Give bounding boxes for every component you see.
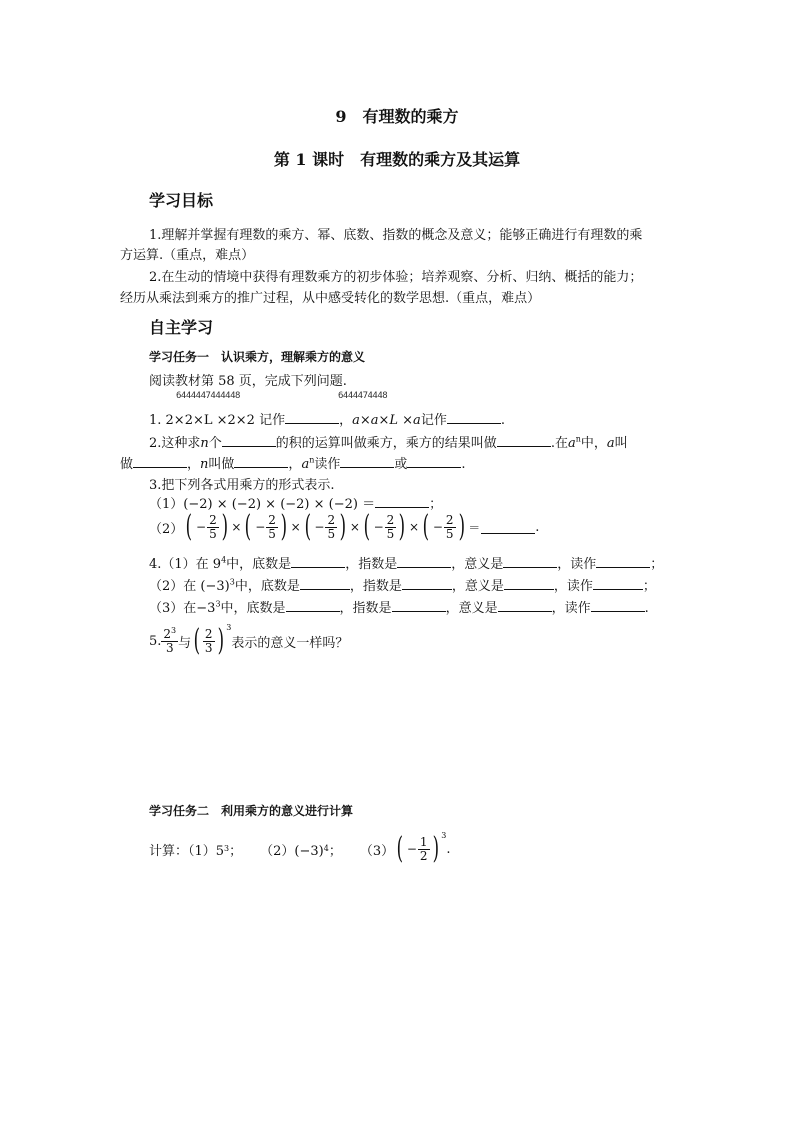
underbrace-1: 6444447444448 bbox=[176, 391, 240, 401]
answer-blank[interactable] bbox=[222, 434, 276, 447]
answer-blank[interactable] bbox=[402, 577, 452, 590]
page-subtitle: 第 1 课时 有理数的乘方及其运算 bbox=[273, 150, 521, 169]
answer-blank[interactable] bbox=[503, 555, 557, 568]
answer-blank[interactable] bbox=[397, 555, 451, 568]
question-4-3: （3）在$-3^3$中，底数是 ，指数是 ，意义是 ，读作 . bbox=[149, 599, 649, 616]
answer-blank[interactable] bbox=[300, 577, 350, 590]
answer-blank[interactable] bbox=[407, 455, 461, 468]
fraction-group: ( − $\frac{2}{5}$ ) bbox=[363, 509, 406, 544]
answer-blank[interactable] bbox=[504, 577, 554, 590]
fraction-2cubed-over-3: $\frac{2^3}{3}$ bbox=[163, 625, 177, 655]
question-1: 1. 2×2×L ×2×2 记作 ，a×a×L ×a记作 . bbox=[149, 413, 505, 428]
section-heading-self-study: 自主学习 bbox=[149, 318, 214, 337]
fraction-group: ( − $\frac{2}{5}$ ) bbox=[304, 509, 347, 544]
answer-blank[interactable] bbox=[285, 411, 339, 424]
fraction-group: ( − $\frac{2}{5}$ ) bbox=[422, 509, 465, 544]
question-2-line1: 2.这种求n个 的积的运算叫做乘方，乘方的结果叫做 .在$a^n$中，a叫 bbox=[149, 434, 628, 451]
objective-2-line2: 经历从乘法到乘方的推广过程，从中感受转化的数学思想.（重点，难点） bbox=[120, 291, 541, 306]
question-3-title: 3.把下列各式用乘方的形式表示. bbox=[149, 478, 335, 493]
question-5: 5. $\frac{2^3}{3}$ 与 ( $\frac{2}{3}$ ) 3 表示的意义一样吗？ bbox=[149, 623, 349, 658]
task2-calculation: 计算：（1）5 3 ； （2）(−3) 4 ； （3） ( − $\frac{1}{2}$ ) 3 . bbox=[149, 831, 451, 866]
question-3-2: （2） ( − $\frac{2}{5}$ ) × ( − $\frac{2}{5}$ ) × ( − $\frac{2}{5}$ ) × ( − $\frac{2}{5}$ ) × ( − $\frac{2}{5}$ ) ＝ . bbox=[149, 509, 540, 544]
question-4-1: 4.（1）在 $9^4$中，底数是 ，指数是 ，意义是 ，读作 ； bbox=[149, 555, 664, 572]
question-2-line2: 做 ，n叫做 ，$a^n$读作 或 . bbox=[120, 455, 466, 472]
answer-blank[interactable] bbox=[447, 411, 501, 424]
answer-blank[interactable] bbox=[234, 455, 288, 468]
underbrace-2: 6444474448 bbox=[338, 391, 388, 401]
read-instruction: 阅读教材第 58 页，完成下列问题. bbox=[149, 374, 347, 389]
answer-blank[interactable] bbox=[340, 455, 394, 468]
task1-title: 学习任务一 认识乘方，理解乘方的意义 bbox=[149, 350, 366, 364]
objective-1-line2: 方运算.（重点，难点） bbox=[120, 248, 255, 263]
answer-blank[interactable] bbox=[392, 599, 446, 612]
question-3-1: （1）(−2) × (−2) × (−2) × (−2) ＝ ； bbox=[149, 497, 443, 512]
answer-blank[interactable] bbox=[375, 495, 429, 508]
fraction-2-3-cubed: ( $\frac{2}{3}$ ) bbox=[193, 623, 224, 658]
page-title: 9 有理数的乘方 bbox=[335, 107, 459, 126]
objective-1-line1: 1.理解并掌握有理数的乘方、幂、底数、指数的概念及意义；能够正确进行有理数的乘 bbox=[149, 228, 643, 243]
task2-title: 学习任务二 利用乘方的意义进行计算 bbox=[149, 804, 354, 818]
question-4-2: （2）在 $(-3)^3$中，底数是 ，指数是 ，意义是 ，读作 ； bbox=[149, 577, 656, 594]
answer-blank[interactable] bbox=[291, 555, 345, 568]
answer-blank[interactable] bbox=[481, 521, 535, 534]
answer-blank[interactable] bbox=[591, 599, 645, 612]
answer-blank[interactable] bbox=[498, 599, 552, 612]
objective-2-line1: 2.在生动的情境中获得有理数乘方的初步体验；培养观察、分析、归纳、概括的能力； bbox=[149, 270, 643, 285]
answer-blank[interactable] bbox=[596, 555, 650, 568]
answer-blank[interactable] bbox=[133, 455, 187, 468]
answer-blank[interactable] bbox=[593, 577, 643, 590]
fraction-group: ( − $\frac{2}{5}$ ) bbox=[185, 509, 228, 544]
answer-blank[interactable] bbox=[497, 434, 551, 447]
answer-blank[interactable] bbox=[286, 599, 340, 612]
fraction-group: ( − $\frac{2}{5}$ ) bbox=[245, 509, 287, 544]
fraction-neg-half-cubed: ( − $\frac{1}{2}$ ) bbox=[396, 831, 439, 866]
section-heading-objectives: 学习目标 bbox=[149, 191, 214, 210]
